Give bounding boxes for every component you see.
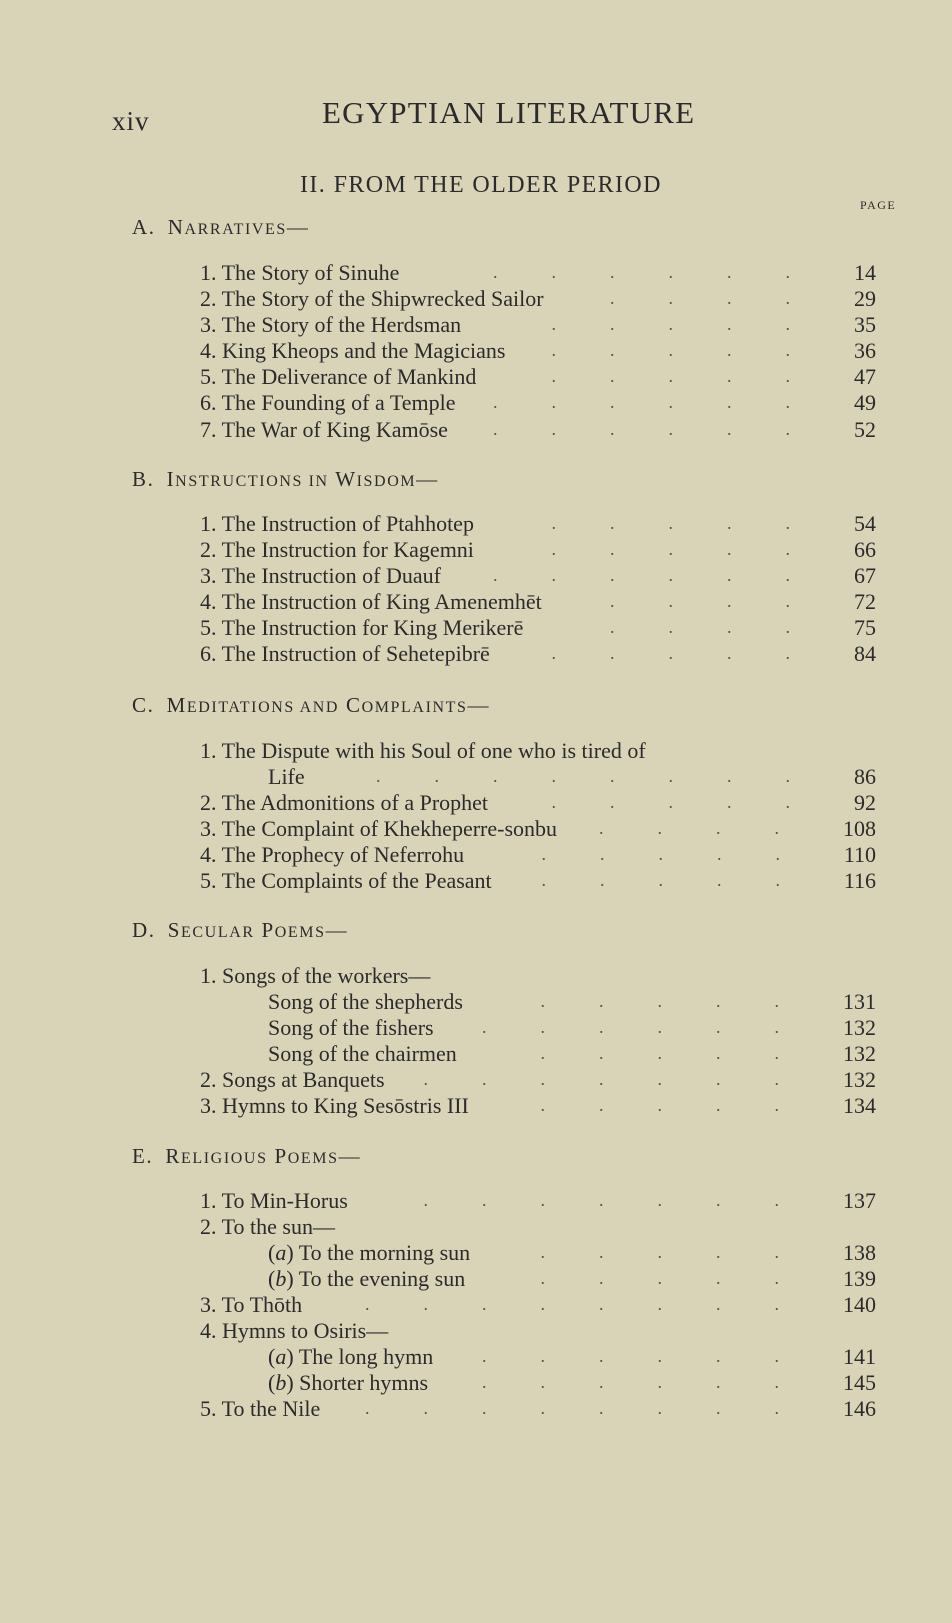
entry-title: To Thōth [221,1292,303,1317]
entry-page-number: 116 [843,868,876,893]
entry-page-number: 52 [854,417,876,442]
entry-page-number: 72 [854,589,876,614]
section-dash: — [416,467,439,491]
entry-number: 2. [200,790,217,815]
entry-title: To the sun— [221,1214,335,1239]
toc-entry [200,537,474,563]
entry-title: The Complaint of Khekheperre-sonbu [221,816,558,841]
entry-title: Songs at Banquets [222,1067,385,1092]
toc-entry: (a) The long hymn [268,1344,434,1369]
section-heading [132,467,439,492]
section-initial: I [166,467,176,491]
toc-entry [200,364,476,390]
entry-title: The Founding of a Temple [221,390,456,415]
entry-number: 1. [200,738,217,763]
entry-label: b [275,1370,287,1395]
section-smallcaps: OMPLAINTS [361,699,468,716]
entry-number: 2. [200,1067,217,1092]
section-smallcaps: EDITATIONS AND [186,699,340,716]
entry-title: The Story of Sinuhe [221,260,400,285]
entry-page-number: 29 [854,286,876,311]
dot-leader: . . . . . [541,870,834,890]
section-initial: S [167,918,182,942]
entry-page-number: 140 [843,1292,876,1317]
toc-entry: (b) To the evening sun [268,1266,466,1291]
toc-entry-continuation [268,764,305,790]
dot-leader: . . . . . . [482,1372,833,1392]
section-dash: — [467,693,491,717]
entry-title: The Story of the Shipwrecked Sailor [221,286,544,311]
entry-title: Hymns to Osiris— [222,1318,389,1343]
entry-label: a [275,1344,287,1369]
entry-page-number: 138 [843,1240,876,1265]
toc-entry [200,816,557,842]
entry-title: Song of the fishers [268,1015,434,1040]
entry-number: 2. [200,1214,217,1239]
section-initial: W [335,467,357,491]
dot-leader: . . . . . . . [423,1069,833,1089]
toc-entry [200,312,461,338]
entry-page-number: 131 [843,989,876,1014]
toc-entry [200,738,646,764]
entry-number: 3. [200,312,217,337]
toc-entry [200,615,523,641]
entry-label: b [275,1266,287,1291]
entry-title: The Instruction of Sehetepibrē [221,641,490,666]
entry-page-number: 132 [843,1015,876,1040]
entry-title: King Kheops and the Magicians [222,338,506,363]
section-initial: N [167,215,185,239]
toc-entry [268,1041,457,1067]
entry-label: a [275,1240,287,1265]
toc-entry [200,260,399,286]
running-title: EGYPTIAN LITERATURE [322,95,696,130]
dot-leader: . . . . . [541,844,834,864]
toc-entry [200,1396,320,1422]
dot-leader: . . . . [610,288,844,308]
entry-page-number: 35 [854,312,876,337]
entry-number: 4. [200,589,217,614]
entry-number: 2. [200,286,217,311]
section-letter: A. [132,215,156,239]
entry-page-number: 66 [854,537,876,562]
dot-leader: . . . . . . . . [365,1398,833,1418]
entry-title: To the morning sun [298,1240,471,1265]
dot-leader: . . . . . [551,643,844,663]
dot-leader: . . . . . [540,1043,833,1063]
entry-page-number: 145 [843,1370,876,1395]
section-heading [132,215,310,240]
entry-number: 3. [200,816,217,841]
entry-title: The Deliverance of Mankind [221,364,477,389]
entry-number: 1. [200,1188,217,1213]
entry-page-number: 132 [843,1041,876,1066]
section-smallcaps: NSTRUCTIONS IN [175,473,329,490]
section-smallcaps: OEMS [287,1150,339,1167]
dot-leader: . . . . . [540,1268,833,1288]
section-heading [132,918,348,943]
dot-leader: . . . . . . [493,392,844,412]
entry-title: Songs of the workers— [222,963,431,988]
entry-page-number: 134 [843,1093,876,1118]
dot-leader: . . . . [599,818,833,838]
entry-title: Song of the chairmen [268,1041,457,1066]
section-letter: B. [132,467,155,491]
entry-page-number: 14 [854,260,876,285]
entry-title: The Instruction for Kagemni [221,537,474,562]
entry-number: 5. [200,615,217,640]
entry-page-number: 132 [843,1067,876,1092]
entry-title: Song of the shepherds [268,989,463,1014]
entry-title: The Instruction of Duauf [221,563,441,588]
dot-leader: . . . . . [551,340,844,360]
entry-title-continuation: Life [268,764,305,789]
entry-page-number: 86 [854,764,876,789]
dot-leader: . . . . [610,617,844,637]
toc-entry [268,1015,434,1041]
toc-entry [200,1214,335,1240]
dot-leader: . . . . . . [493,565,844,585]
entry-page-number: 137 [843,1188,876,1213]
entry-page-number: 110 [843,842,876,867]
section-letter: D. [132,918,156,942]
section-initial: P [274,1144,288,1168]
toc-entry [200,563,441,589]
dot-leader: . . . . . [540,991,833,1011]
entry-number: 1. [200,260,217,285]
dot-leader: . . . . [610,591,844,611]
section-letter: C. [132,693,155,717]
entry-title: The Prophecy of Neferrohu [221,842,465,867]
section-smallcaps: OEMS [274,924,326,941]
dot-leader: . . . . . . [482,1017,833,1037]
dot-leader: . . . . . [551,792,844,812]
section-dash: — [338,1144,362,1168]
entry-page-number: 108 [843,816,876,841]
toc-entry [200,641,490,667]
entry-page-number: 67 [854,563,876,588]
entry-number: 4. [200,338,217,363]
entry-page-number: 49 [854,390,876,415]
entry-title: The Dispute with his Soul of one who is tired of [221,738,646,763]
toc-entry: (b) Shorter hymns [268,1370,429,1395]
entry-title: The Story of the Herdsman [221,312,462,337]
entry-page-number: 36 [854,338,876,363]
entry-title: To Min-Horus [221,1188,348,1213]
toc-entry [200,338,506,364]
toc-entry [200,390,456,416]
entry-page-number: 47 [854,364,876,389]
entry-page-number: 139 [843,1266,876,1291]
entry-number: 4. [200,842,217,867]
entry-number: 5. [200,364,217,389]
section-heading [132,1144,361,1169]
entry-title: The long hymn [298,1344,434,1369]
toc-entry [200,417,448,443]
toc-entry [200,1318,388,1344]
entry-title: Shorter hymns [299,1370,429,1395]
toc-entry: (a) To the morning sun [268,1240,471,1265]
entry-title: To the evening sun [298,1266,466,1291]
toc-entry [200,790,488,816]
entry-title: To the Nile [221,1396,321,1421]
entry-number: 5. [200,868,217,893]
entry-title: The Instruction for King Merikerē [221,615,524,640]
section-initial: M [166,693,187,717]
entry-number: 7. [200,417,217,442]
toc-entry [200,1067,385,1093]
section-dash: — [286,215,310,239]
toc-entry [200,842,464,868]
toc-entry [200,286,544,312]
dot-leader: . . . . . . [482,1346,833,1366]
dot-leader: . . . . . [551,314,844,334]
dot-leader: . . . . . [551,539,844,559]
entry-number: 3. [200,563,217,588]
toc-entry [268,989,463,1015]
entry-number: 3. [200,1093,217,1118]
entry-number: 1. [200,963,217,988]
dot-leader: . . . . . [551,513,844,533]
toc-entry [200,1292,302,1318]
entry-number: 4. [200,1318,217,1343]
toc-entry [200,1093,469,1119]
section-smallcaps: ISDOM [356,473,417,490]
toc-entry [200,963,430,989]
entry-title: The Instruction of Ptahhotep [221,511,474,536]
entry-title: The Admonitions of a Prophet [221,790,489,815]
section-initial: P [261,918,275,942]
dot-leader: . . . . . [540,1242,833,1262]
entry-page-number: 92 [854,790,876,815]
entry-page-number: 146 [843,1396,876,1421]
toc-entry [200,589,542,615]
dot-leader: . . . . . . . [423,1190,833,1210]
entry-number: 2. [200,537,217,562]
section-smallcaps: ECULAR [181,924,255,941]
dot-leader: . . . . . . [493,419,844,439]
toc-entry [200,1188,348,1214]
section-initial: R [165,1144,181,1168]
entry-title: The War of King Kamōse [221,417,448,442]
section-heading [132,693,490,718]
part-heading: II. FROM THE OLDER PERIOD [300,172,662,198]
toc-entry [200,868,492,894]
dot-leader: . . . . . [551,366,844,386]
page-folio: xiv [112,106,150,136]
entry-page-number: 75 [854,615,876,640]
entry-number: 6. [200,390,217,415]
section-smallcaps: ARRATIVES [184,221,287,238]
entry-number: 3. [200,1292,217,1317]
dot-leader: . . . . . . [493,262,844,282]
entry-number: 6. [200,641,217,666]
entry-page-number: 141 [843,1344,876,1369]
section-smallcaps: ELIGIOUS [181,1150,268,1167]
section-initial: C [345,693,362,717]
entry-number: 1. [200,511,217,536]
section-letter: E. [132,1144,154,1168]
entry-title: The Complaints of the Peasant [221,868,492,893]
section-dash: — [325,918,349,942]
entry-number: 5. [200,1396,217,1421]
dot-leader: . . . . . . . . [365,1294,833,1314]
page-column-label: PAGE [860,198,897,212]
dot-leader: . . . . . . . . [376,766,844,786]
toc-entry [200,511,474,537]
entry-page-number: 54 [854,511,876,536]
entry-title: Hymns to King Sesōstris III [222,1093,469,1118]
entry-title: The Instruction of King Amenemhēt [221,589,542,614]
dot-leader: . . . . . [540,1095,833,1115]
entry-page-number: 84 [854,641,876,666]
